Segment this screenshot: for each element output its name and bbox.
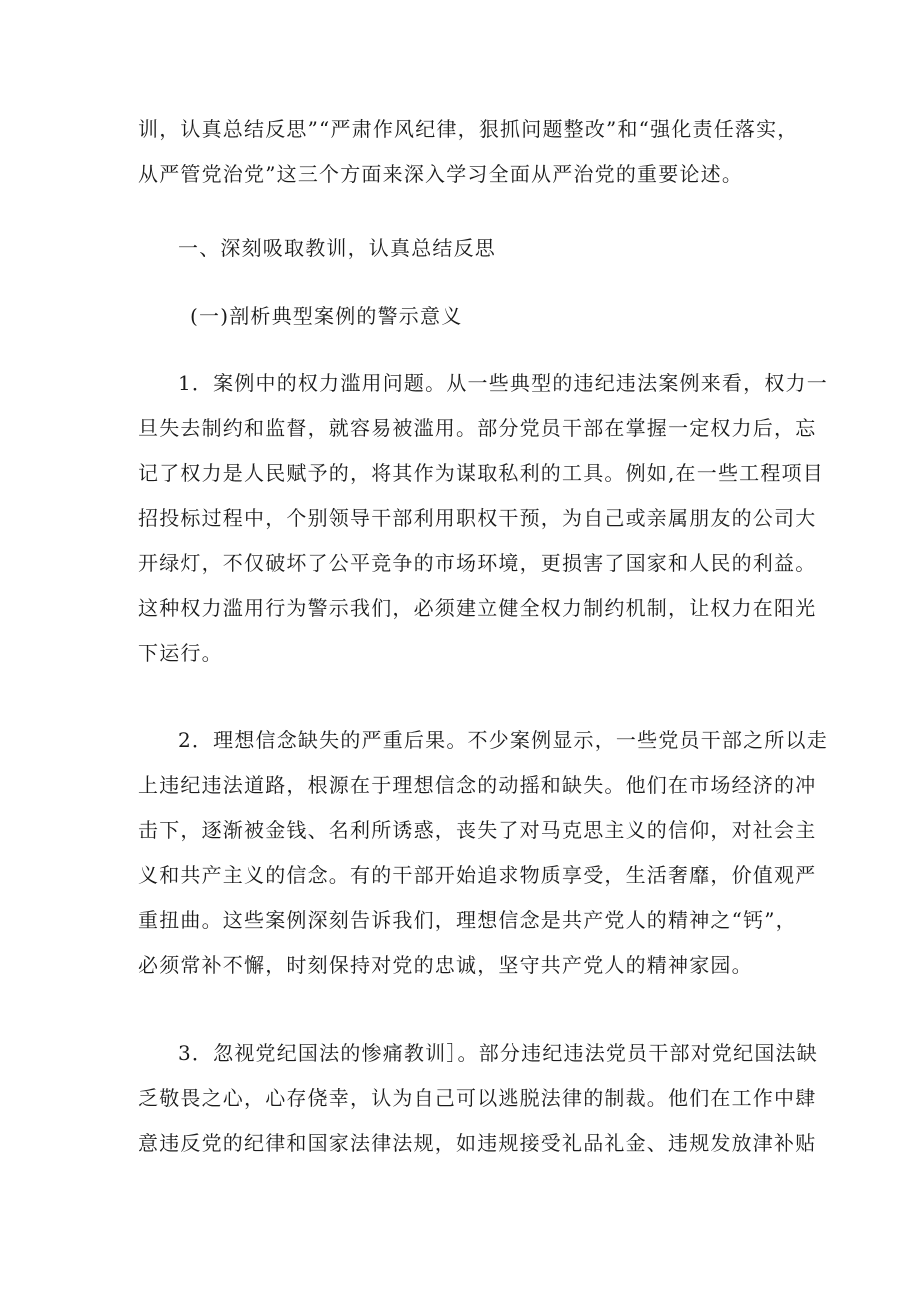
intro-paragraph — [138, 107, 798, 197]
text-line: 招投标过程中，个别领导干部利用职权干预，为自己或亲属朋友的公司大 — [138, 506, 817, 530]
subsection-heading — [138, 294, 798, 339]
text-line: 2．理想信念缺失的严重后果。不少案例显示，一些党员干部之所以走 — [178, 728, 828, 752]
text-line: 上违纪违法道路，根源在于理想信念的动摇和缺失。他们在市场经济的冲 — [138, 773, 817, 797]
text-line: 重扭曲。这些案例深刻告诉我们，理想信念是共产党人的精神之“钙”， — [138, 908, 797, 932]
paragraph-item-3 — [138, 1031, 818, 1166]
text-line: 3．忽视党纪国法的惨痛教训］。部分违纪违法党员干部对党纪国法缺 — [178, 1041, 818, 1065]
text-line: 记了权力是人民赋予的，将其作为谋取私利的工具。例如,在一些工程项目 — [138, 461, 824, 485]
text-line: 下运行。 — [138, 641, 223, 665]
text-line: 训，认真总结反思”“严肃作风纪律，狠抓问题整改”和“强化责任落实， — [138, 117, 799, 141]
text-line: 义和共产主义的信念。有的干部开始追求物质享受，生活奢靡，价值观严 — [138, 863, 817, 887]
paragraph-item-2 — [138, 718, 828, 988]
paragraph-item-1 — [138, 361, 828, 676]
text-line: 旦失去制约和监督，就容易被滥用。部分党员干部在掌握一定权力后，忘 — [138, 416, 817, 440]
text-line: 意违反党的纪律和国家法律法规，如违规接受礼品礼金、违规发放津补贴 — [138, 1131, 817, 1155]
text-line: 1．案例中的权力滥用问题。从一些典型的违纪违法案例来看，权力一 — [178, 371, 828, 395]
text-line: 乏敬畏之心，心存侥幸，认为自己可以逃脱法律的制裁。他们在工作中肆 — [138, 1086, 817, 1110]
text-line: 击下，逐渐被金钱、名利所诱惑，丧失了对马克思主义的信仰，对社会主 — [138, 818, 817, 842]
text-line: 这种权力滥用行为警示我们，必须建立健全权力制约机制，让权力在阳光 — [138, 596, 817, 620]
section-heading — [138, 226, 798, 271]
text-line: 开绿灯，不仅破坏了公平竞争的市场环境，更损害了国家和人民的利益。 — [138, 551, 817, 575]
subheading-text: (一)剖析典型案例的警示意义 — [190, 304, 463, 328]
heading-text: 一、深刻吸取教训，认真总结反思 — [178, 236, 496, 260]
text-line: 从严管党治党”这三个方面来深入学习全面从严治党的重要论述。 — [138, 162, 744, 186]
text-line: 必须常补不懈，时刻保持对党的忠诚，坚守共产党人的精神家园。 — [138, 953, 753, 977]
